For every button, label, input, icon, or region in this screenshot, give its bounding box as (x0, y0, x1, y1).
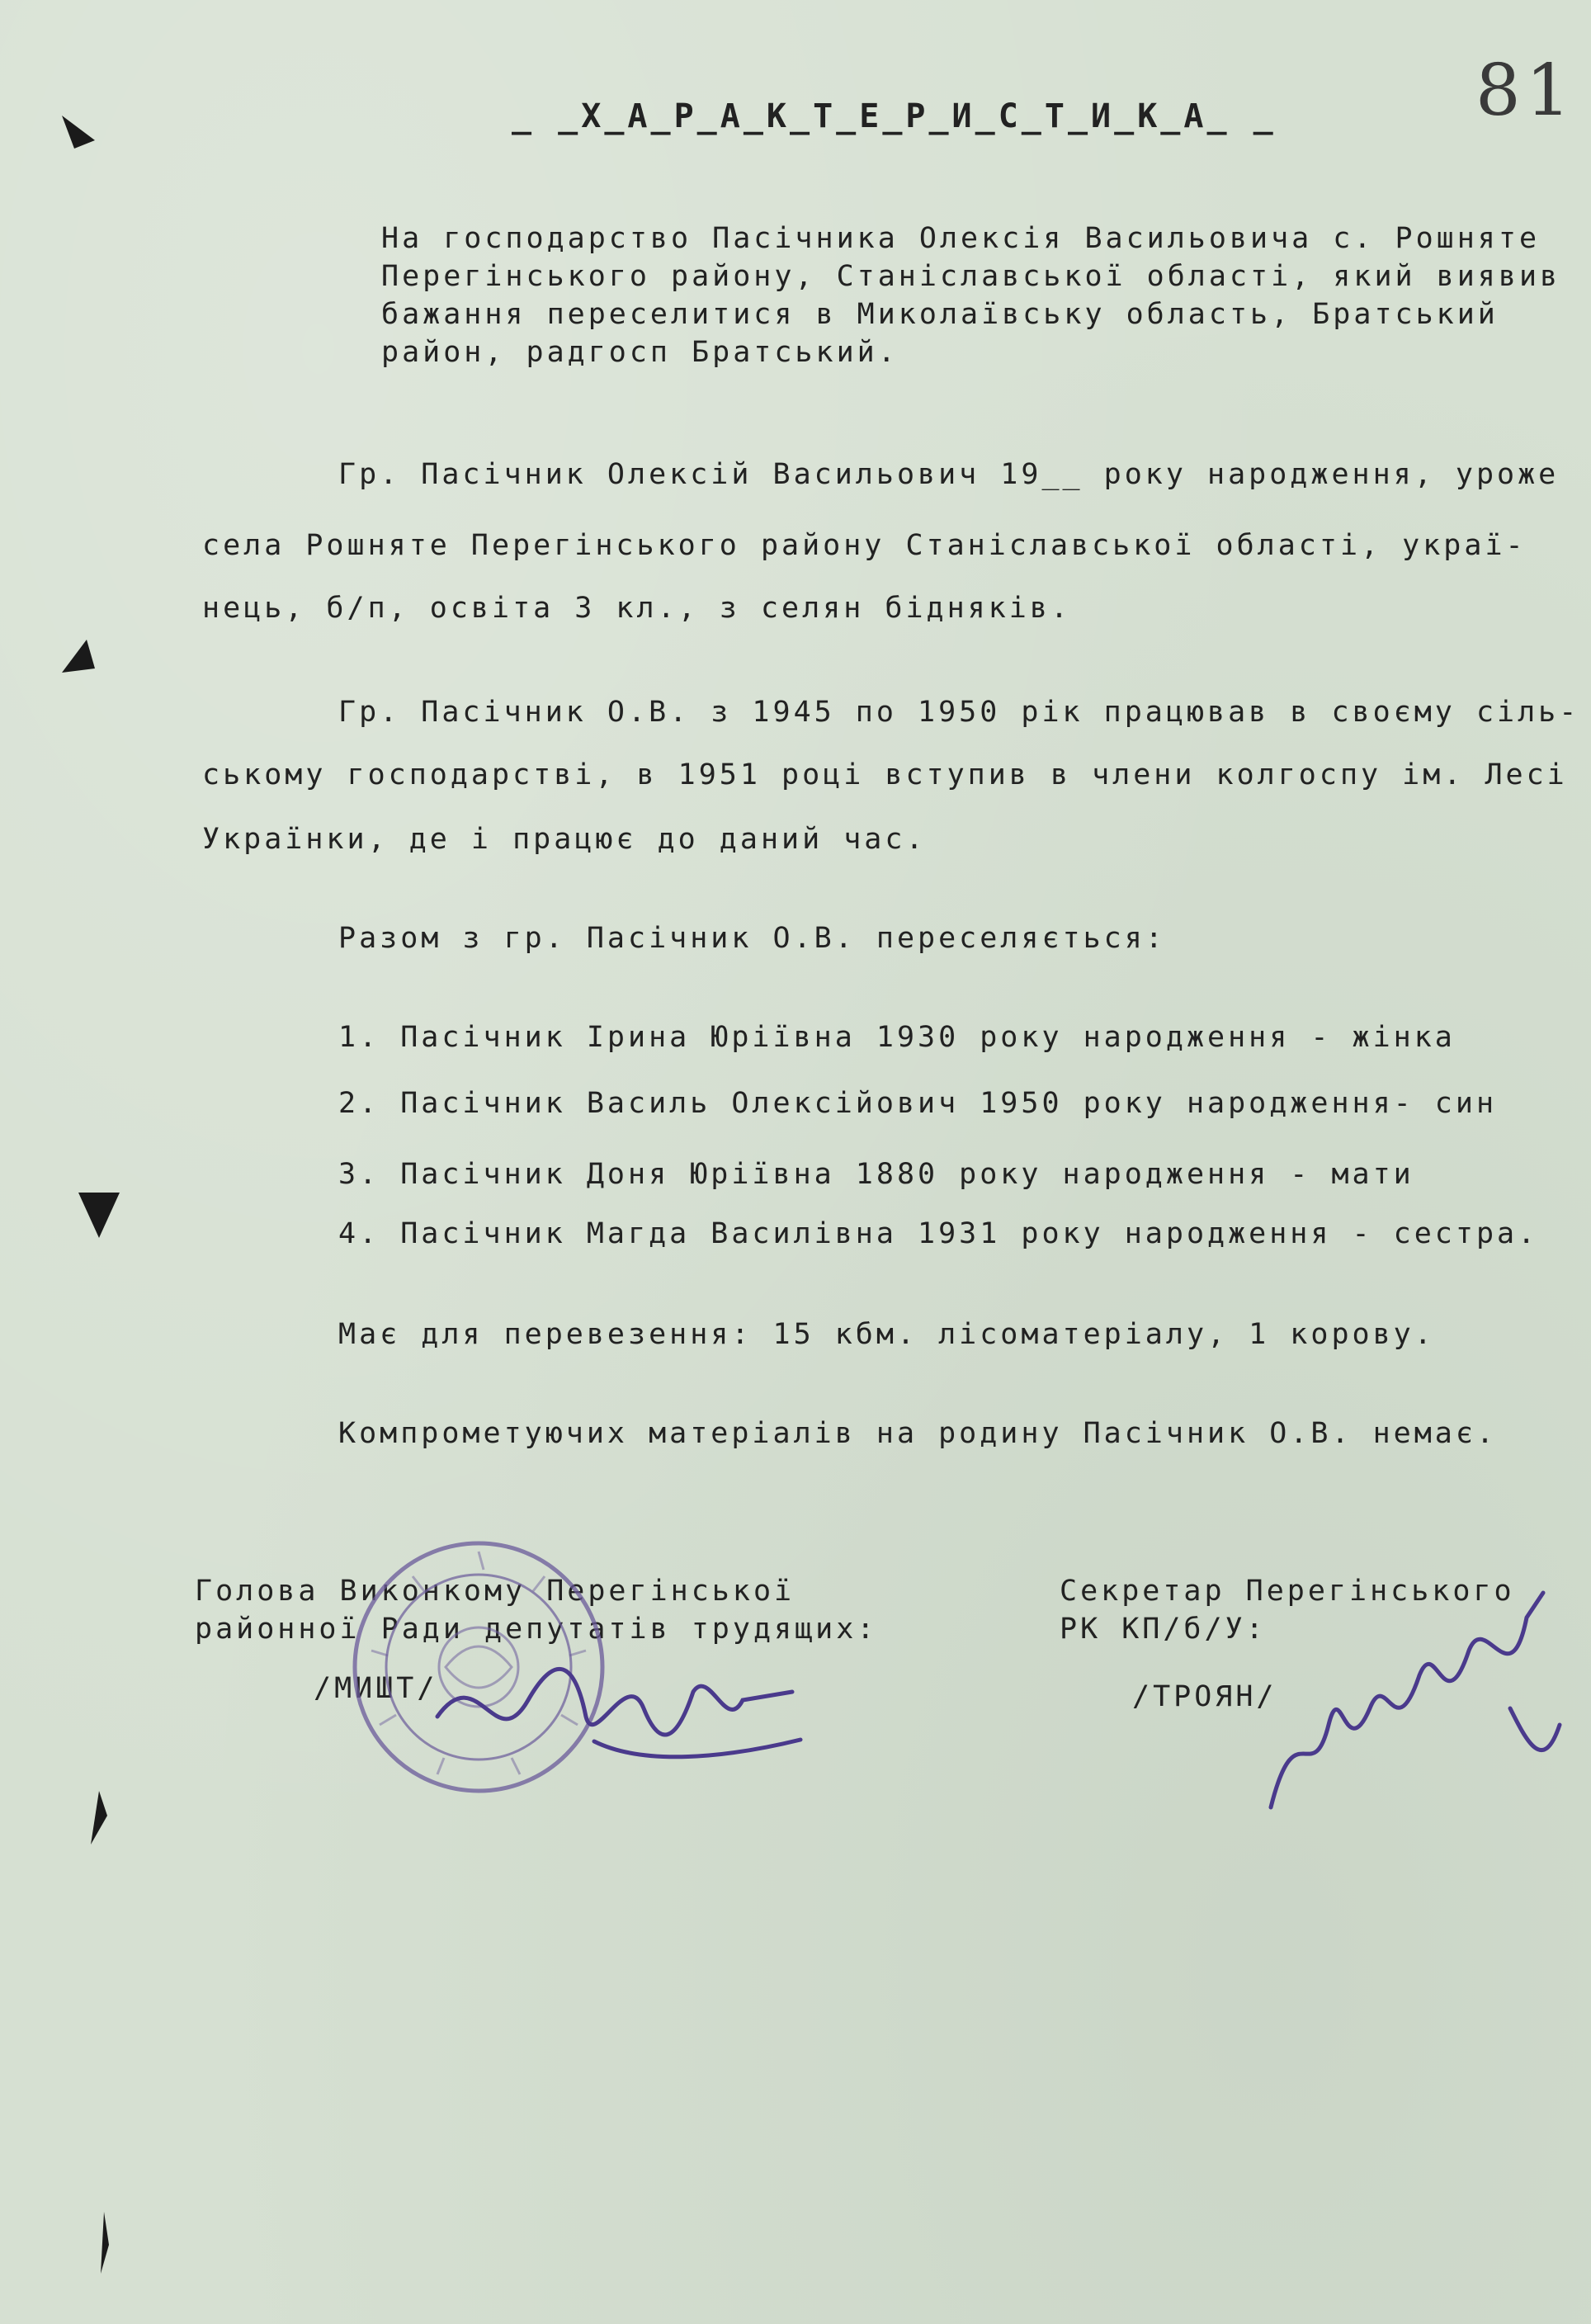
family-item-2: 2. Пасічник Василь Олексійович 1950 року народження- син (338, 1087, 1498, 1120)
sig-right-line-2: РК КП/б/У: (1060, 1613, 1267, 1646)
sig-left-line-1: Голова Виконкому Перегінської (195, 1575, 796, 1608)
para1-line-1: Гр. Пасічник Олексій Васильович 19__ року народження, уроже (338, 458, 1560, 491)
document-title: _ _Х_А_Р_А_К_Т_Е_Р_И_С_Т_И_К_А_ _ (512, 97, 1277, 135)
binding-mark (58, 635, 116, 693)
sig-right-name: /ТРОЯН/ (1132, 1680, 1277, 1713)
intro-line-2: Перегінського району, Станіславської області, який виявив (381, 260, 1561, 293)
family-item-1: 1. Пасічник Ірина Юріївна 1930 року народження - жінка (338, 1021, 1456, 1054)
para3-line: Разом з гр. Пасічник О.В. переселяється: (338, 922, 1166, 955)
signature-left (429, 1642, 809, 1774)
binding-mark (74, 1188, 124, 1246)
intro-line-3: бажання переселитися в Миколаївську область, Братський (381, 298, 1499, 331)
para2-line-3: Українки, де і працює до даний час. (202, 823, 927, 856)
para1-line-3: нець, б/п, освіта 3 кл., з селян бідняків. (202, 592, 1072, 625)
para2-line-1: Гр. Пасічник О.В. з 1945 по 1950 рік працював в своєму сіль- (338, 696, 1580, 729)
page-number: 81 (1475, 50, 1576, 132)
signature-right (1263, 1585, 1576, 1824)
family-item-3: 3. Пасічник Доня Юріївна 1880 року народження - мати (338, 1158, 1414, 1191)
binding-mark (89, 2212, 122, 2278)
binding-mark (50, 99, 116, 165)
sig-left-line-2: районної Ради депутатів трудящих: (195, 1613, 878, 1646)
sig-right-line-1: Секретар Перегінського (1060, 1575, 1515, 1608)
family-item-4: 4. Пасічник Магда Василівна 1931 року народження - сестра. (338, 1217, 1539, 1250)
binding-mark (83, 1791, 124, 1849)
cargo-line: Має для перевезення: 15 кбм. лісоматеріалу, 1 корову. (338, 1318, 1435, 1351)
intro-line-4: район, радгосп Братський. (381, 336, 899, 369)
intro-line-1: На господарство Пасічника Олексія Васильовича с. Рошняте (381, 222, 1541, 255)
sig-left-name: /МИШТ/ (314, 1672, 438, 1705)
kompromat-line: Компрометуючих матеріалів на родину Пасічник О.В. немає. (338, 1417, 1498, 1450)
para2-line-2: ському господарстві, в 1951 році вступив в члени колгоспу ім. Лесі (202, 758, 1568, 791)
para1-line-2: села Рошняте Перегінського району Станіславської області, украї- (202, 529, 1527, 562)
